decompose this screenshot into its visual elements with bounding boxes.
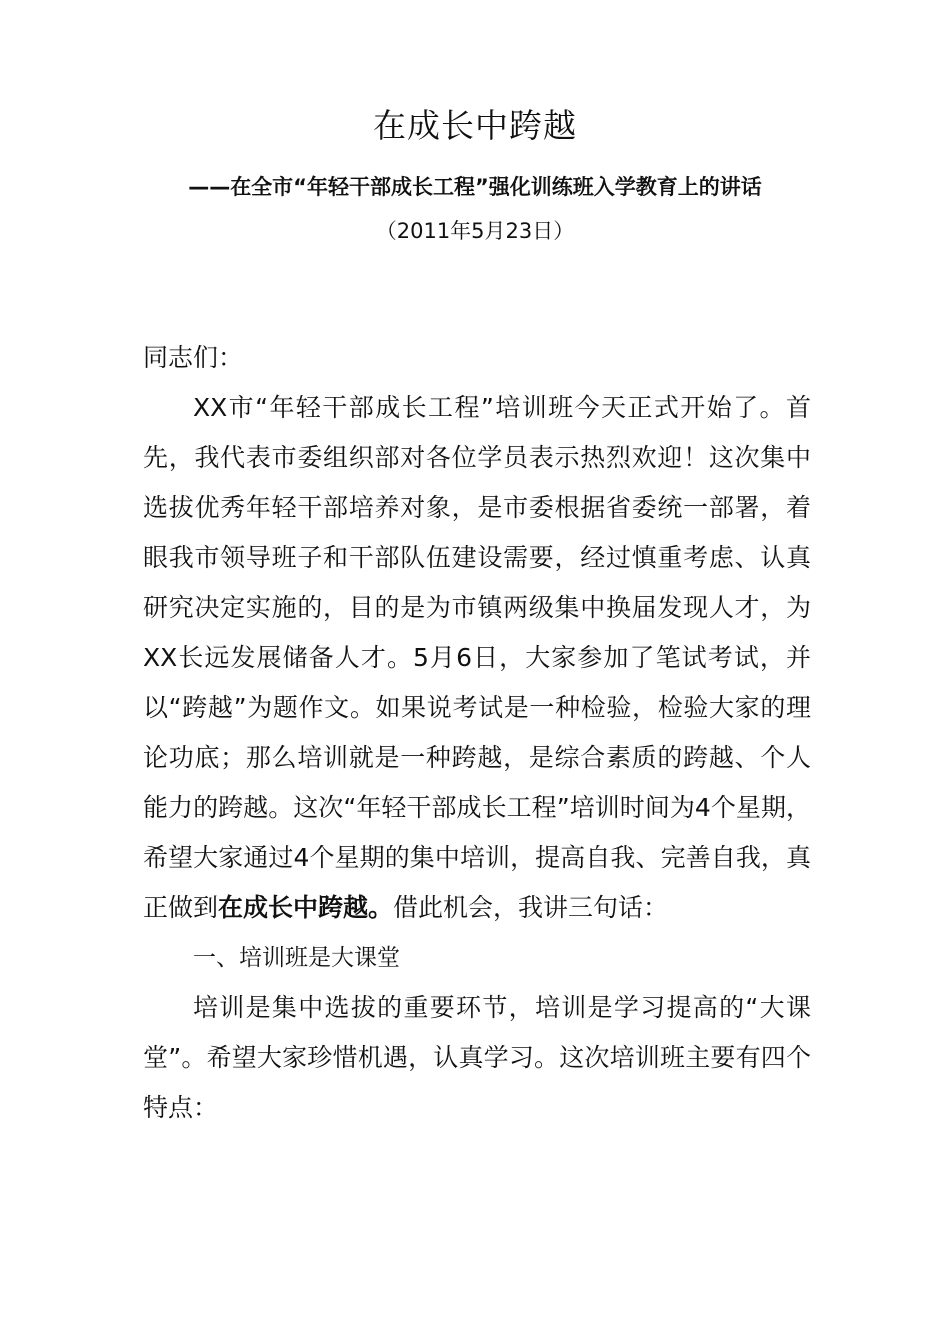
document-title: 在成长中跨越 (373, 106, 577, 145)
paragraph-2: 培训是集中选拔的重要环节，培训是学习提高的“大课堂”。希望大家珍惜机遇，认真学习。这次培训班主要有四个特点： (143, 993, 811, 1122)
paragraph-1-text: XX市“年轻干部成长工程”培训班今天正式开始了。首先，我代表市委组织部对各位学员表示热烈欢迎！这次集中选拔优秀年轻干部培养对象，是市委根据省委统一部署，着眼我市领导班子和干部队伍建设需要，经过慎重考虑、认真研究决定实施的，目的是为市镇两级集中换届发现人才，为XX长远发展储备人才。5月6日，大家参加了笔试考试，并以“跨越”为题作文。如果说考试是一种检验，检验大家的理论功底；那么培训就是一种跨越，是综合素质的跨越、个人能力的跨越。这次“年轻干部成长工程”培训时间为4个星期，希望大家通过4个星期的集中培训，提高自我、完善自我，真正做到 (143, 393, 811, 922)
document-date: （2011年5月23日） (375, 219, 575, 243)
paragraph-1-ending: 借此机会，我讲三句话： (393, 893, 669, 922)
salutation: 同志们： (143, 343, 244, 372)
section-1-heading: 一、培训班是大课堂 (193, 945, 400, 971)
document-body (143, 333, 811, 1133)
paragraph-1-bold-phrase: 在成长中跨越。 (218, 893, 394, 922)
paragraph-1 (143, 383, 811, 933)
document-subtitle: ——在全市“年轻干部成长工程”强化训练班入学教育上的讲话 (188, 175, 762, 199)
